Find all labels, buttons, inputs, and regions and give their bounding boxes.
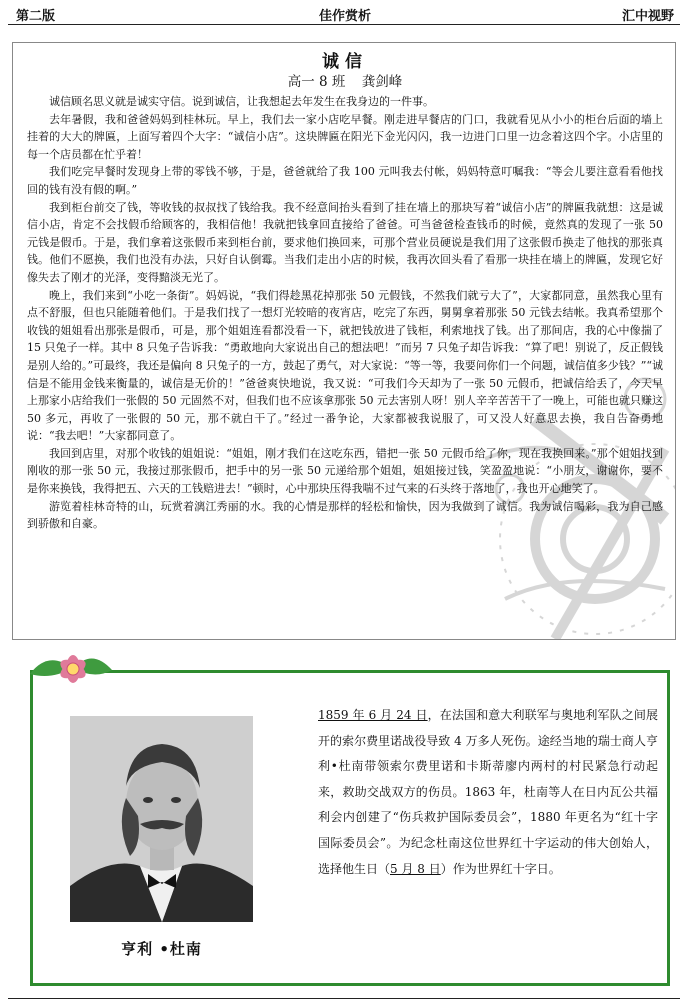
header-divider <box>8 24 680 25</box>
column-title: 汇中视野 <box>621 9 674 24</box>
essay-paragraph: 游览着桂林奇特的山，玩赏着漓江秀丽的水。我的心情是那样的轻松和愉快，因为我做到了诚信。我为诚信喝彩，我为自己感到骄傲和自豪。 <box>27 499 663 531</box>
essay-content <box>27 51 663 533</box>
bio-body-part1: ，在法国和意大利联军与奥地利军队之间展开的索尔费里诺战役导致 4 万多人死伤。途经当地的瑞士商人亨利•杜南带领索尔费里诺和卡斯蒂廖内两村的村民紧急行动起来，救助交战双方的伤员。1863 年，杜南等人在日内瓦公共福利会内创建了“伤兵救护国际委员会”，1880 年更名为“红十字国际委员会”。为纪念杜南这位世界红十字运动的伟大创始人，选择他生日（ <box>318 708 658 876</box>
footer-divider <box>8 998 680 999</box>
essay-panel <box>12 42 676 640</box>
essay-paragraph: 我回到店里，对那个收钱的姐姐说：“姐姐，刚才我们在这吃东西，错把一张 50 元假币给了你，现在我换回来。”那个姐姐找到刚收的那一张 50 元，我接过那张假币，把手中的另一张 50 元递给那个姐姐，姐姐接过钱，笑盈盈地说：“小朋友，谢谢你，要不是你来换钱，我得把五、六天的工钱赔进去！”顿时，心中那块压得我喘不过气来的石头终于落地了，我也开心地笑了。 <box>27 446 663 496</box>
portrait-photo-henry-dunant <box>70 716 253 922</box>
essay-paragraph: 晚上，我们来到“小吃一条街”。妈妈说，“我们得趁黑花掉那张 50 元假钱，不然我们就亏大了”，大家都同意，虽然我心里有点不舒服，但也只能随着他们。于是我们找了一想灯光较暗的夜宵店，吃完了东西，舅舅拿着那张 50 元钱去结帐。我真希望那个收钱的姐姐看出那张是假币，可是，那个姐姐连看都没看一下，就把钱放进了钱柜，利索地找了钱。出了那间店，我的心中像揣了 15 只兔子一样。其中 8 只兔子告诉我：“勇敢地向大家说出自己的想法吧！”而另 7 只兔子却告诉我：“算了吧！别说了，反正假钱是别人给的。”可最终，我还是偏向 8 只兔子的一方，鼓起了勇气，对大家说：“等一等，我要问你们一个问题，诚信值多少钱？”“诚信是不能用金钱来衡量的，诚信是无价的！”爸爸爽快地说，我又说：“可我们今天却为了一张 50 元假币，把诚信给丢了，今天早上那家小店给我们一张假的 50 元固然不对，但我们也不应该拿那张 50 元去害别人呀！别人辛辛苦苦干了一晚上，可能也就只赚这 50 多元，再收了一张假的 50 元，那不就白干了。”经过一番争论，大家都被我说服了，可又没人好意思去换，我自告奋勇地说：“我去吧！”大家都同意了。 <box>27 288 663 443</box>
essay-paragraph: 我们吃完早餐时发现身上带的零钱不够，于是，爸爸就给了我 100 元叫我去付帐，妈妈特意叮嘱我：“等会儿要注意看看他找回的钱有没有假的啊。” <box>27 165 663 196</box>
essay-paragraph: 去年暑假，我和爸爸妈妈到桂林玩。早上，我们去一家小店吃早餐。刚走进早餐店的门口，我就看见从小小的柜台后面的墙上挂着的大大的牌匾，上面写着四个大字：“诚信小店”。这块牌匾在阳光下金光闪闪，我一边进门口里一边念着这四个字。小店里的每一个店员都在忙乎着！ <box>27 112 663 161</box>
portrait-caption: 亨利 •杜南 <box>121 940 202 958</box>
flower-ornament-icon <box>28 644 114 696</box>
essay-paragraph: 我到柜台前交了钱，等收钱的叔叔找了钱给我。我不经意间抬头看到了挂在墙上的那块写着“诚信小店”的牌匾我就想：这是诚信小店，肯定不会找假币给顾客的，我相信他！我就把钱拿回直接给了爸爸。可当爸爸检查钱币的时候，竟然真的发现了一张 50 元钱是假币。于是，我们拿着这张假币来到柜台前，要求他们换回来，可那个营业员硬说是我们用了这张假币换走了他找的那张真钱。他们不愿换，我们也没有办法，只好自认倒霉。当我们走出小店的时候，我再次回头看了看那一块挂在墙上的牌匾，发现它好像失去了刚才的光泽，变得黯淡无光了。 <box>27 200 663 284</box>
date-underlined: 1859 年 6 月 24 日 <box>318 708 428 722</box>
essay-paragraph: 诚信顾名思义就是诚实守信。说到诚信，让我想起去年发生在我身边的一件事。 <box>49 95 434 108</box>
biography-text <box>318 703 658 882</box>
author-class: 高一 8 班 <box>287 74 346 90</box>
edition-label: 第二版 <box>16 9 56 24</box>
essay-byline <box>27 73 663 91</box>
birthday-underlined: 5 月 8 日 <box>390 861 441 876</box>
essay-title: 诚信 <box>322 52 368 72</box>
bio-body-part2: ）作为世界红十字日。 <box>440 861 561 876</box>
author-name: 龚剑峰 <box>361 74 403 90</box>
section-title: 佳作赏析 <box>318 9 371 24</box>
